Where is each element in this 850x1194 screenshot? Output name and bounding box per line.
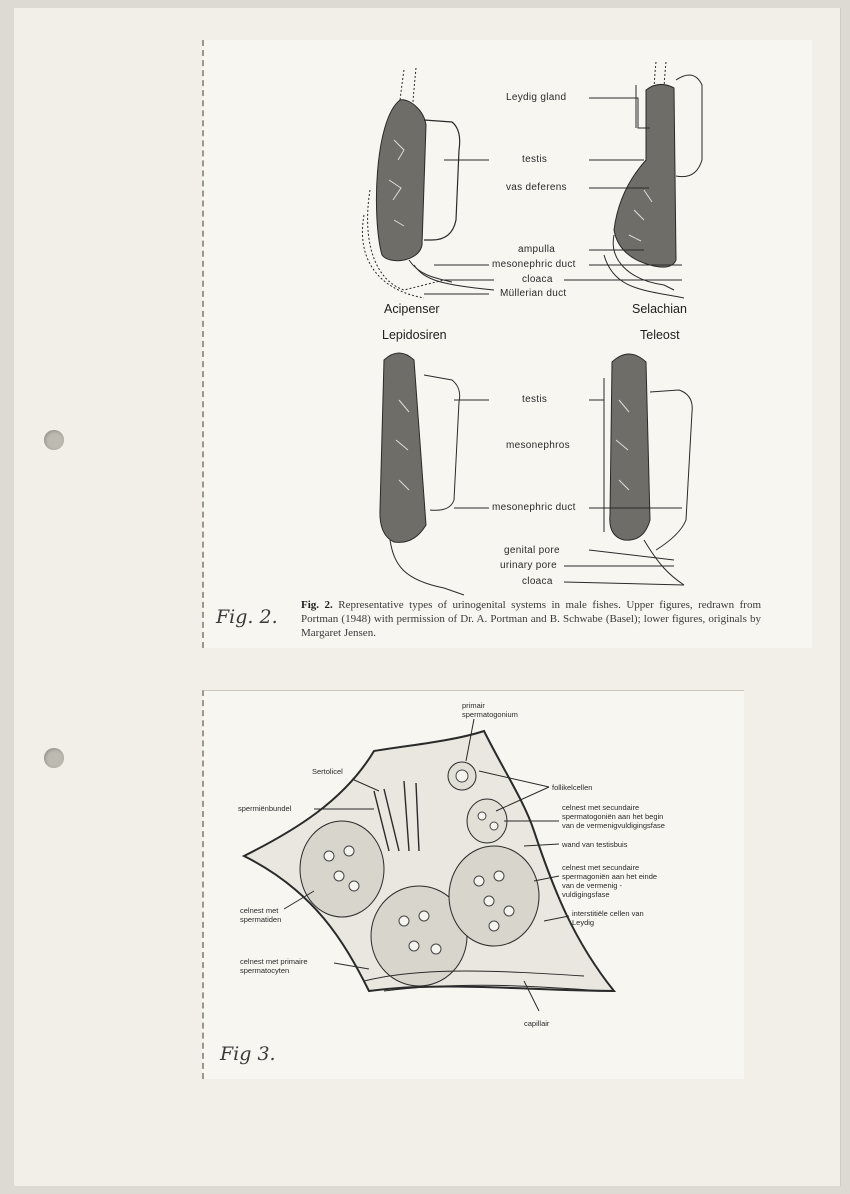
label-cloaca-lower: cloaca — [522, 576, 553, 587]
label-mesonephric-duct-lower: mesonephric duct — [492, 502, 576, 513]
caption-text: Representative types of urinogenital systems in male fishes. Upper figures, redrawn from Portman (1948) with permission of Dr. A. Portman and B. Schwabe (Basel); lower figures, originals by Margaret Jensen. — [301, 599, 762, 639]
label-mesonephros: mesonephros — [506, 440, 570, 451]
label-testis-lower: testis — [522, 394, 548, 405]
label-primair-spermatogonium: primair spermatogonium — [462, 701, 518, 719]
label-leydig-gland: Leydig gland — [506, 92, 567, 103]
label-wand-van-testisbuis: wand van testisbuis — [562, 840, 628, 849]
handwritten-fig2: Fig. 2. — [216, 606, 278, 628]
label-vas-deferens: vas deferens — [506, 182, 567, 193]
species-selachian: Selachian — [632, 302, 687, 316]
species-lepidosiren: Lepidosiren — [382, 328, 447, 342]
label-mesonephric-duct-upper: mesonephric duct — [492, 259, 576, 270]
caption-label: Fig. 2. — [301, 599, 333, 611]
teleost-drawing — [610, 354, 692, 585]
punch-hole-lower — [44, 748, 64, 768]
label-urinary-pore: urinary pore — [500, 560, 557, 571]
species-teleost: Teleost — [640, 328, 680, 342]
punch-hole-upper — [44, 430, 64, 450]
label-celnest-spermatiden: celnest met spermatiden — [240, 906, 282, 924]
label-testis-upper: testis — [522, 154, 548, 165]
label-celnest-primaire: celnest met primaire spermatocyten — [240, 957, 308, 975]
figure-3-panel — [202, 690, 744, 1079]
label-cloaca-upper: cloaca — [522, 274, 553, 285]
label-follikelcellen: follikelcellen — [552, 783, 593, 792]
label-interstitiele-cellen: interstitiële cellen van Leydig — [572, 909, 644, 927]
label-mullerian-duct: Müllerian duct — [500, 288, 567, 299]
label-spermienbundel: spermiënbundel — [238, 804, 292, 813]
label-sertolicel: Sertolicel — [312, 767, 343, 776]
selachian-drawing — [604, 62, 702, 298]
figure-2-panel — [202, 40, 812, 648]
label-celnest-secundaire-begin: celnest met secundaire spermatogoniën aan het begin van de vermenigvuldigingsfase — [562, 803, 665, 830]
lepidosiren-drawing — [380, 353, 464, 595]
figure-2-caption — [301, 598, 761, 640]
label-capillair: capillair — [524, 1019, 550, 1028]
handwritten-fig3: Fig 3. — [220, 1043, 276, 1065]
label-ampulla: ampulla — [518, 244, 556, 255]
species-acipenser: Acipenser — [384, 302, 440, 316]
acipenser-drawing — [362, 68, 494, 298]
label-celnest-secundaire-einde: celnest met secundaire spermagoniën aan het einde van de vermenig - vuldigingsfase — [562, 863, 658, 899]
label-genital-pore: genital pore — [504, 545, 560, 556]
